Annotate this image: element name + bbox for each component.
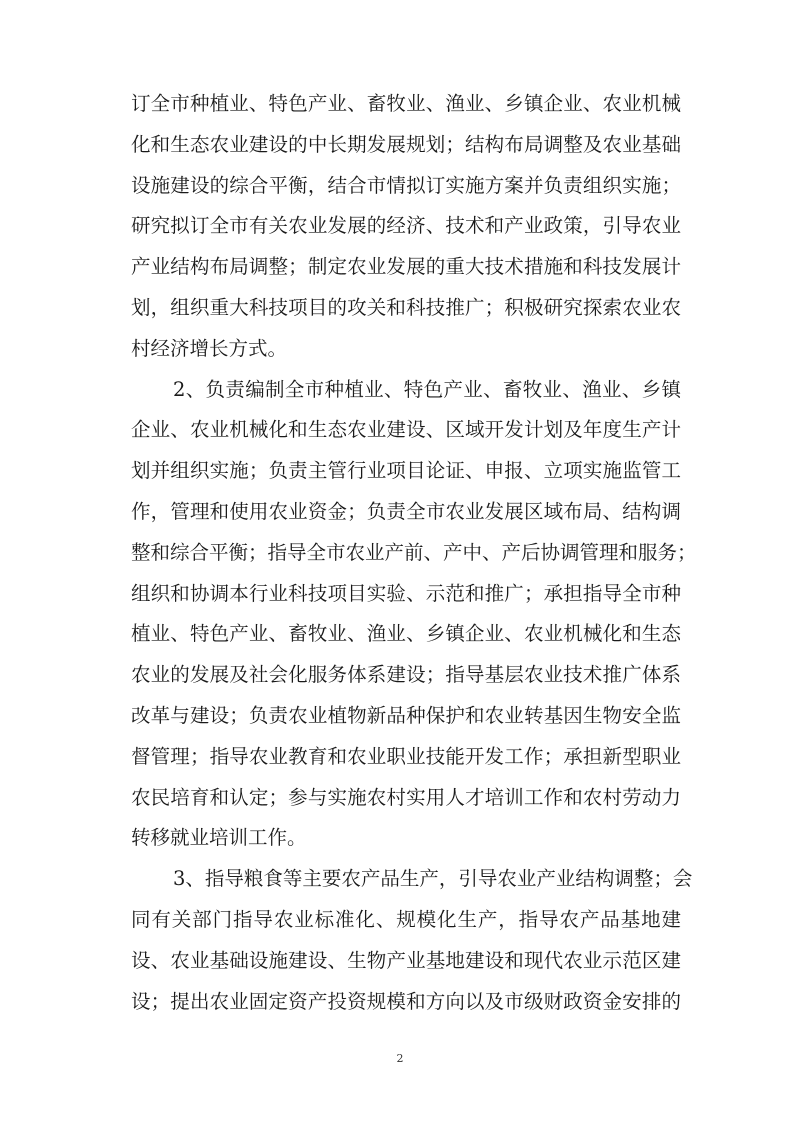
text-line: 植业、特色产业、畜牧业、渔业、乡镇企业、农业机械化和生态 — [131, 622, 681, 646]
text-line: 2、负责编制全市种植业、特色产业、畜牧业、渔业、乡镇 — [173, 377, 681, 401]
text-line: 企业、农业机械化和生态农业建设、区域开发计划及年度生产计 — [131, 418, 681, 442]
text-line: 划，组织重大科技项目的攻关和科技推广；积极研究探索农业农 — [131, 295, 681, 319]
text-line: 组织和协调本行业科技项目实验、示范和推广；承担指导全市种 — [131, 581, 681, 605]
text-line: 转移就业培训工作。 — [131, 826, 307, 850]
text-line: 督管理；指导农业教育和农业职业技能开发工作；承担新型职业 — [131, 744, 681, 768]
paragraph-3 — [131, 859, 693, 1022]
text-line: 化和生态农业建设的中长期发展规划；结构布局调整及农业基础 — [131, 132, 681, 156]
text-line: 划并组织实施；负责主管行业项目论证、申报、立项实施监管工 — [131, 459, 681, 483]
text-line: 同有关部门指导农业标准化、规模化生产，指导农产品基地建 — [131, 907, 681, 931]
text-line: 设施建设的综合平衡，结合市情拟订实施方案并负责组织实施； — [131, 173, 681, 197]
text-line: 设；提出农业固定资产投资规模和方向以及市级财政资金安排的 — [131, 989, 681, 1013]
text-line: 研究拟订全市有关农业发展的经济、技术和产业政策，引导农业 — [131, 214, 681, 238]
text-line: 产业结构布局调整；制定农业发展的重大技术措施和科技发展计 — [131, 255, 681, 279]
paragraph-2 — [131, 370, 697, 860]
paragraph-1 — [131, 84, 681, 370]
text-line: 设、农业基础设施建设、生物产业基地建设和现代农业示范区建 — [131, 948, 681, 972]
text-line: 农民培育和认定；参与实施农村实用人才培训工作和农村劳动力 — [131, 785, 681, 809]
text-line: 订全市种植业、特色产业、畜牧业、渔业、乡镇企业、农业机械 — [131, 92, 681, 115]
text-line: 3、指导粮食等主要农产品生产，引导农业产业结构调整；会 — [173, 867, 693, 891]
body-text — [131, 84, 697, 1022]
text-line: 改革与建设；负责农业植物新品种保护和农业转基因生物安全监 — [131, 703, 681, 727]
text-line: 村经济增长方式。 — [131, 336, 288, 360]
text-line: 作，管理和使用农业资金；负责全市农业发展区域布局、结构调 — [131, 499, 681, 523]
text-line: 农业的发展及社会化服务体系建设；指导基层农业技术推广体系 — [131, 663, 681, 687]
text-line: 整和综合平衡；指导全市农业产前、产中、产后协调管理和服务； — [131, 540, 697, 564]
page-number: 2 — [396, 1052, 404, 1065]
